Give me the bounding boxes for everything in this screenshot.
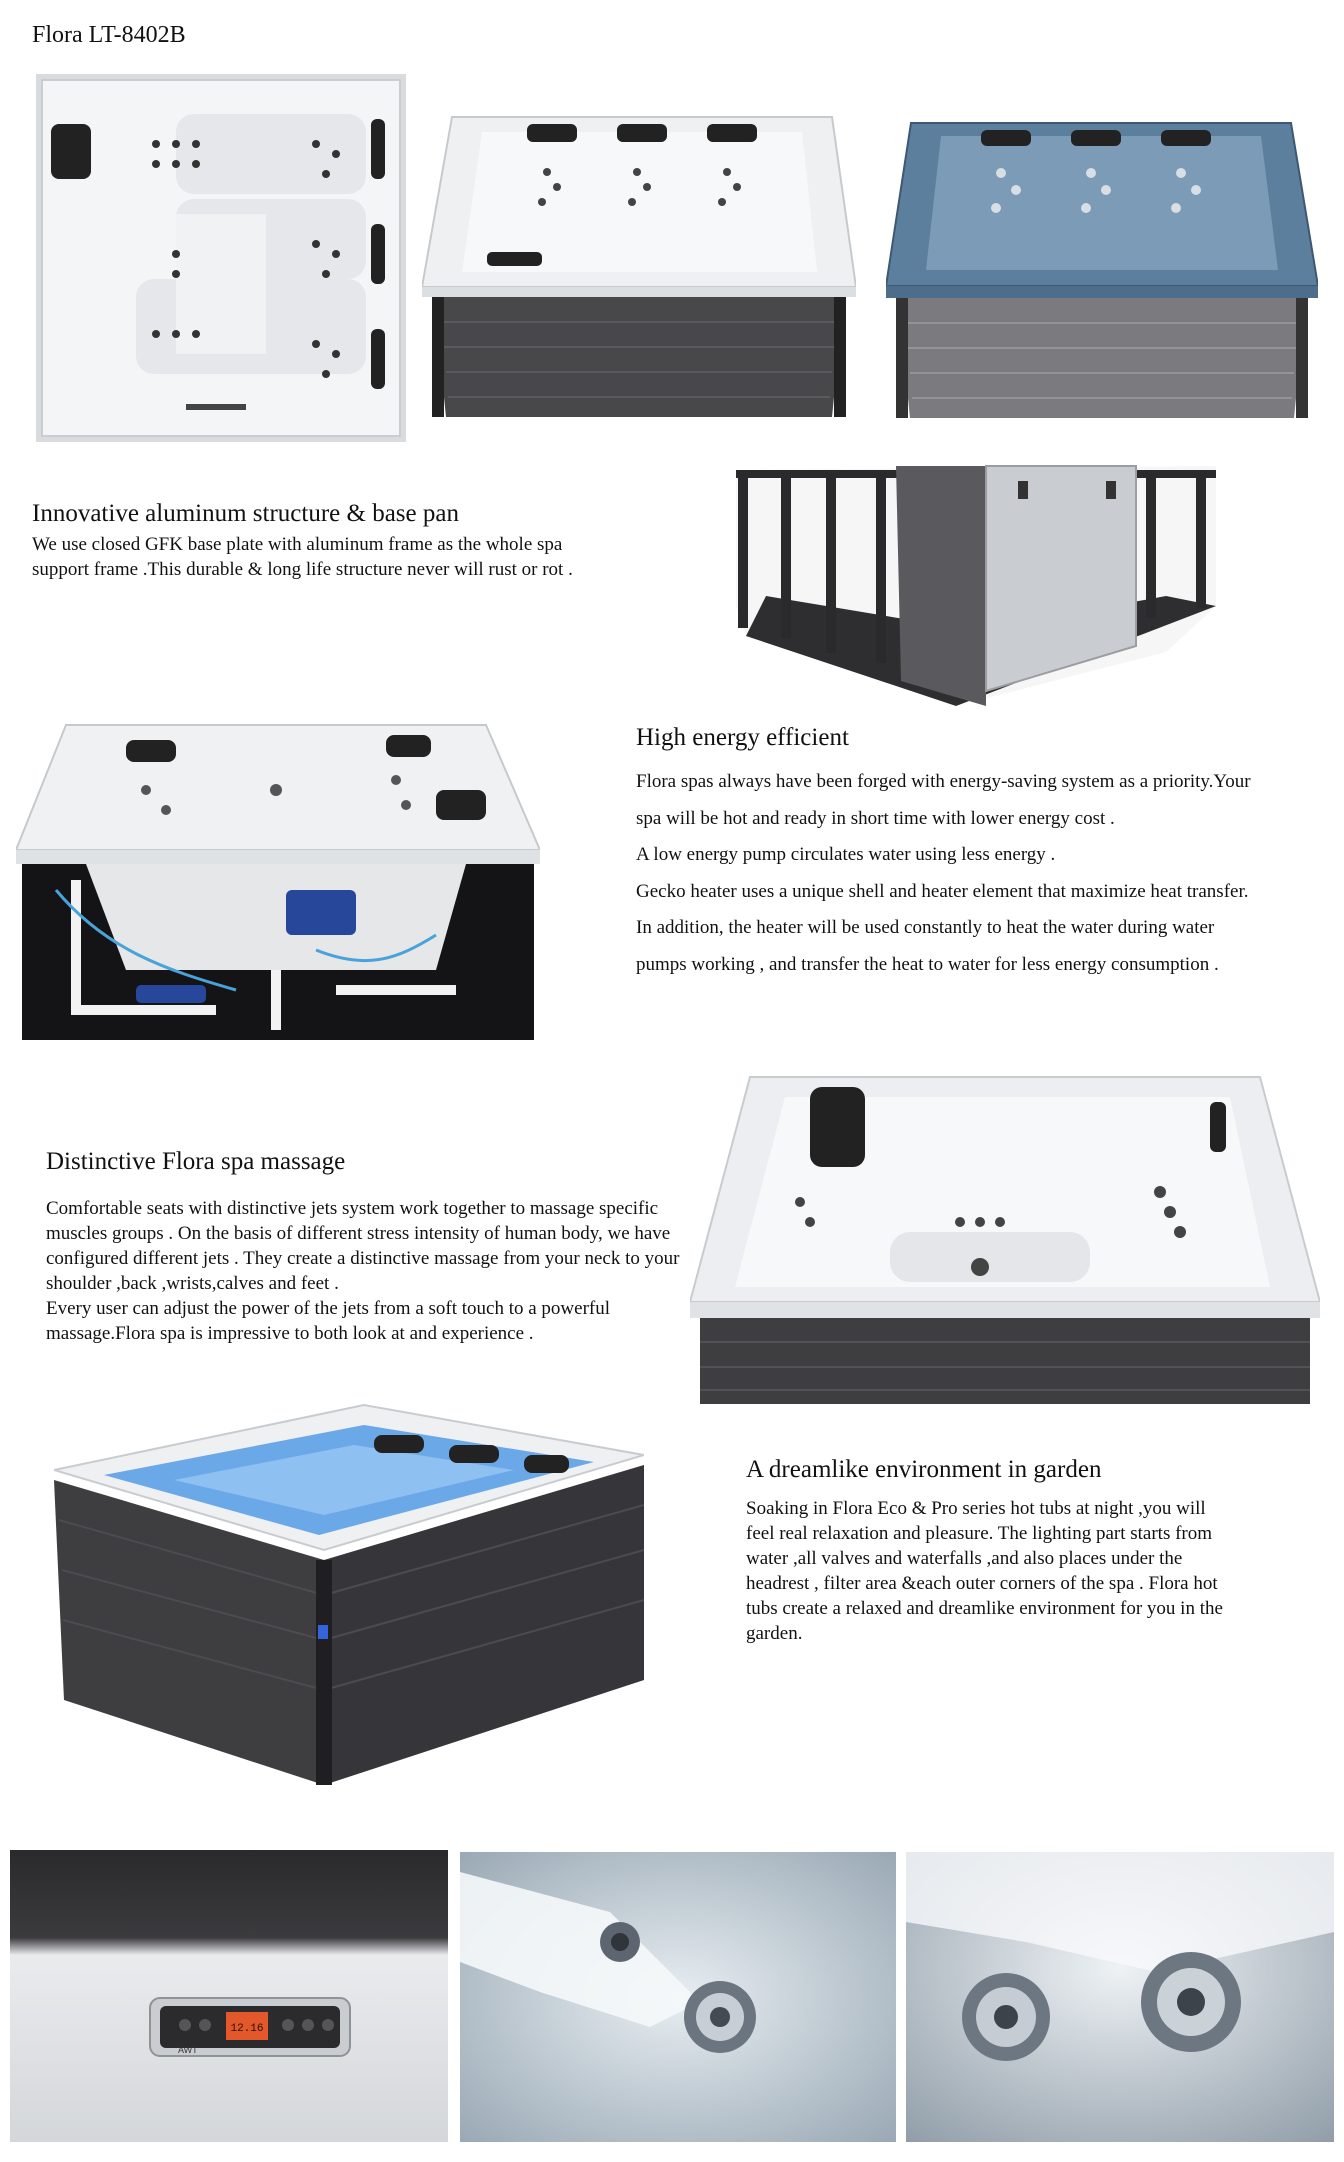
section-paragraph: We use closed GFK base plate with aluminum frame as the whole spa support frame .This durable & long life structure never will rust or rot . [32, 534, 573, 580]
control-panel-brand: AWT [178, 2045, 198, 2055]
section-body-environment [746, 1496, 1226, 1646]
spa-top-view-image [36, 74, 406, 442]
jets-pair-closeup-image [906, 1852, 1334, 2142]
control-panel-display: 12.16 [230, 2023, 264, 2035]
section-heading-energy: High energy efficient [636, 724, 849, 751]
section-paragraph: Every user can adjust the power of the jets from a soft touch to a powerful massage.Flora spa is impressive to both look at and experience . [46, 1298, 611, 1344]
spa-white-front-image [422, 112, 856, 420]
jet-bubbles-closeup-image [460, 1852, 896, 2142]
control-panel-closeup-image [10, 1850, 448, 2142]
spa-cutaway-plumbing-image [16, 720, 540, 1042]
section-body-structure [32, 532, 612, 582]
spa-blue-front-image [886, 118, 1318, 420]
spa-lit-water-image [54, 1400, 644, 1786]
section-paragraph: Soaking in Flora Eco & Pro series hot tubs at night ,you will feel real relaxation and pleasure. The lighting part starts from water ,all valves and waterfalls ,and also places under the headrest , filter area &each outer corners of the spa . Flora hot tubs create a relaxed and dreamlike environment for you in the garden. [746, 1498, 1223, 1644]
section-paragraph: Gecko heater uses a unique shell and heater element that maximize heat transfer. In addition, the heater will be used constantly to heat the water during water pumps working , and transfer the heat to water for less energy consumption . [636, 880, 1249, 975]
aluminum-frame-image [726, 456, 1234, 712]
section-body-massage [46, 1196, 686, 1346]
section-paragraph: Comfortable seats with distinctive jets system work together to massage specific muscles groups . On the basis of different stress intensity of human body, we have configured different jets . They create a distinctive massage from your neck to your shoulder ,back ,wrists,calves and feet . [46, 1198, 680, 1294]
section-paragraph: A low energy pump circulates water using less energy . [636, 844, 1056, 865]
section-heading-structure: Innovative aluminum structure & base pan [32, 500, 459, 527]
spa-seats-closeup-image [690, 1072, 1320, 1406]
section-body-energy [636, 764, 1256, 983]
product-title: Flora LT-8402B [32, 22, 186, 48]
section-heading-massage: Distinctive Flora spa massage [46, 1148, 346, 1175]
section-heading-environment: A dreamlike environment in garden [746, 1456, 1102, 1483]
section-paragraph: Flora spas always have been forged with energy-saving system as a priority.Your spa will be hot and ready in short time with lower energy cost . [636, 771, 1251, 829]
